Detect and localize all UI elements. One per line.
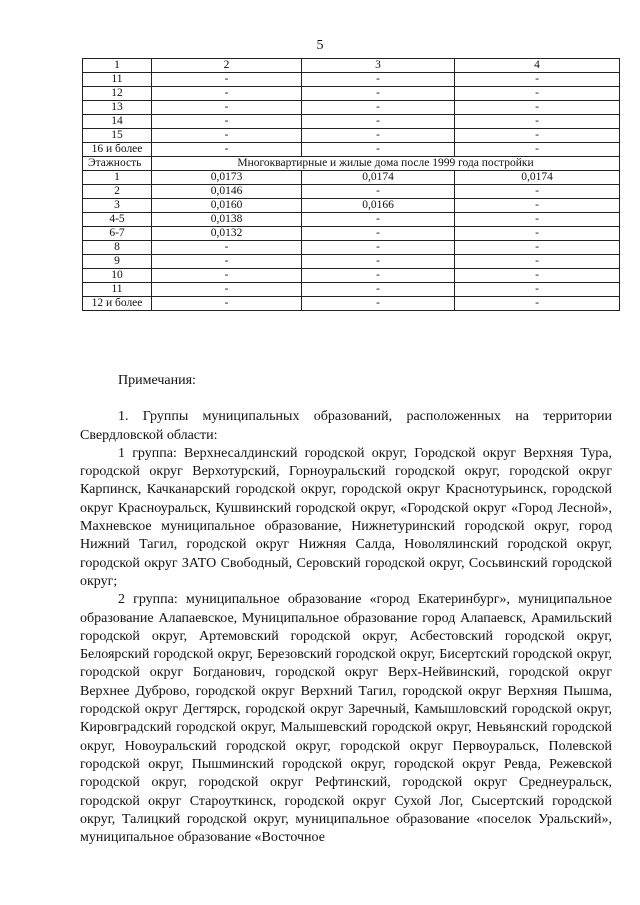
table-cell: 13 xyxy=(83,101,152,115)
table-cell: - xyxy=(152,87,302,101)
table-row xyxy=(83,213,620,227)
table-cell: - xyxy=(455,213,620,227)
table-cell: - xyxy=(455,269,620,283)
table-cell: - xyxy=(152,115,302,129)
table-cell: - xyxy=(455,297,620,311)
table-row xyxy=(83,185,620,199)
table-cell: 3 xyxy=(302,59,455,73)
table-cell: 16 и более xyxy=(83,143,152,157)
table-cell: - xyxy=(455,115,620,129)
table-cell: - xyxy=(302,283,455,297)
table-cell: - xyxy=(455,283,620,297)
table-cell: 0,0132 xyxy=(152,227,302,241)
table-row xyxy=(83,129,620,143)
table-cell: 12 и более xyxy=(83,297,152,311)
table-section-row xyxy=(83,157,620,171)
table-cell: - xyxy=(455,255,620,269)
table-cell: - xyxy=(455,101,620,115)
table-cell: 14 xyxy=(83,115,152,129)
table-cell: 0,0160 xyxy=(152,199,302,213)
table-cell: - xyxy=(302,143,455,157)
table-cell: 4 xyxy=(455,59,620,73)
notes-heading: Примечания: xyxy=(118,373,196,388)
table-cell: - xyxy=(302,227,455,241)
table-cell: - xyxy=(302,255,455,269)
table-row xyxy=(83,199,620,213)
table-cell: - xyxy=(455,73,620,87)
table-cell: 0,0174 xyxy=(455,171,620,185)
table-row xyxy=(83,255,620,269)
table-cell: 11 xyxy=(83,283,152,297)
table-cell: - xyxy=(302,87,455,101)
table-header-row xyxy=(83,59,620,73)
table-cell: 0,0146 xyxy=(152,185,302,199)
table-cell: 8 xyxy=(83,241,152,255)
table-cell: - xyxy=(152,297,302,311)
notes-group-1: 1 группа: Верхнесалдинский городской округ, Городской округ Верхняя Тура, городской округ Верхотурский, Горноуральский городской округ, городской округ Карпинск, Качканарский городской округ, городской округ Краснотурьинск, городской округ Красноуральск, Кушвинский городской округ, «Городской округ «Город Лесной», Махневское муниципальное образование, Нижнетуринский городской округ, город Нижний Тагил, городской округ Нижняя Салда, Новолялинский городской округ, городской округ ЗАТО Свободный, Серовский городской округ, Сосьвинский городской округ; xyxy=(80,445,612,589)
table-cell: - xyxy=(152,255,302,269)
rates-table-body xyxy=(83,59,620,311)
table-cell: - xyxy=(302,73,455,87)
table-cell: - xyxy=(302,115,455,129)
table-cell: - xyxy=(302,101,455,115)
table-row xyxy=(83,101,620,115)
table-row xyxy=(83,115,620,129)
table-cell: 0,0174 xyxy=(302,171,455,185)
table-row xyxy=(83,87,620,101)
table-cell: 10 xyxy=(83,269,152,283)
table-cell: 1 xyxy=(83,59,152,73)
table-cell: - xyxy=(455,199,620,213)
table-cell: 3 xyxy=(83,199,152,213)
table-cell: - xyxy=(302,269,455,283)
table-row xyxy=(83,283,620,297)
table-row xyxy=(83,73,620,87)
rates-table xyxy=(82,58,620,311)
page-number: 5 xyxy=(316,38,324,53)
notes-group-2: 2 группа: муниципальное образование «город Екатеринбург», муниципальное образование Алапаевское, Муниципальное образование город Алапаевск, Арамильский городской округ, Артемовский городской округ, Асбестовский городской округ, Белоярский городской округ, Березовский городской округ, Бисертский городской округ, городской округ Богданович, городской округ Верх-Нейвинский, городской округ Верхнее Дуброво, городской округ Верхний Тагил, городской округ Верхняя Пышма, городской округ Дегтярск, городской округ Заречный, Камышловский городской округ, Кировградский городской округ, Малышевский городской округ, Невьянский городской округ, Новоуральский городской округ, городской округ Первоуральск, Полевской городской округ, Пышминский городской округ, городской округ Ревда, Режевской городской округ, городской округ Рефтинский, городской округ Среднеуральск, городской округ Староуткинск, городской округ Сухой Лог, Сысертский городской округ, Талицкий городской округ, муниципальное образование «поселок Уральский», муниципальное образование «Восточное xyxy=(80,592,612,846)
table-row xyxy=(83,297,620,311)
table-row xyxy=(83,171,620,185)
table-cell: - xyxy=(152,101,302,115)
table-cell: - xyxy=(302,297,455,311)
table-cell: 9 xyxy=(83,255,152,269)
table-cell: - xyxy=(455,185,620,199)
table-cell: 0,0166 xyxy=(302,199,455,213)
table-row xyxy=(83,241,620,255)
table-cell: - xyxy=(302,185,455,199)
table-row xyxy=(83,143,620,157)
table-cell: - xyxy=(152,241,302,255)
notes-section xyxy=(80,372,612,847)
table-cell: - xyxy=(302,213,455,227)
table-cell: - xyxy=(152,283,302,297)
table-cell: 6-7 xyxy=(83,227,152,241)
table-cell: - xyxy=(302,241,455,255)
section-title: Многоквартирные и жилые дома после 1999 года постройки xyxy=(152,157,620,171)
table-cell: 4-5 xyxy=(83,213,152,227)
table-cell: - xyxy=(152,73,302,87)
table-row xyxy=(83,227,620,241)
table-cell: 12 xyxy=(83,87,152,101)
section-label: Этажность xyxy=(83,157,152,171)
notes-item-1: 1. Группы муниципальных образований, расположенных на территории Свердловской области: xyxy=(80,409,612,443)
table-cell: 11 xyxy=(83,73,152,87)
table-cell: - xyxy=(455,87,620,101)
table-cell: 0,0138 xyxy=(152,213,302,227)
table-cell: - xyxy=(455,241,620,255)
table-cell: 1 xyxy=(83,171,152,185)
table-cell: - xyxy=(152,269,302,283)
table-cell: - xyxy=(455,129,620,143)
table-cell: 2 xyxy=(152,59,302,73)
table-row xyxy=(83,269,620,283)
table-cell: - xyxy=(152,143,302,157)
table-cell: 15 xyxy=(83,129,152,143)
table-cell: - xyxy=(302,129,455,143)
table-cell: 0,0173 xyxy=(152,171,302,185)
table-cell: - xyxy=(455,143,620,157)
table-cell: - xyxy=(152,129,302,143)
table-cell: - xyxy=(455,227,620,241)
table-cell: 2 xyxy=(83,185,152,199)
